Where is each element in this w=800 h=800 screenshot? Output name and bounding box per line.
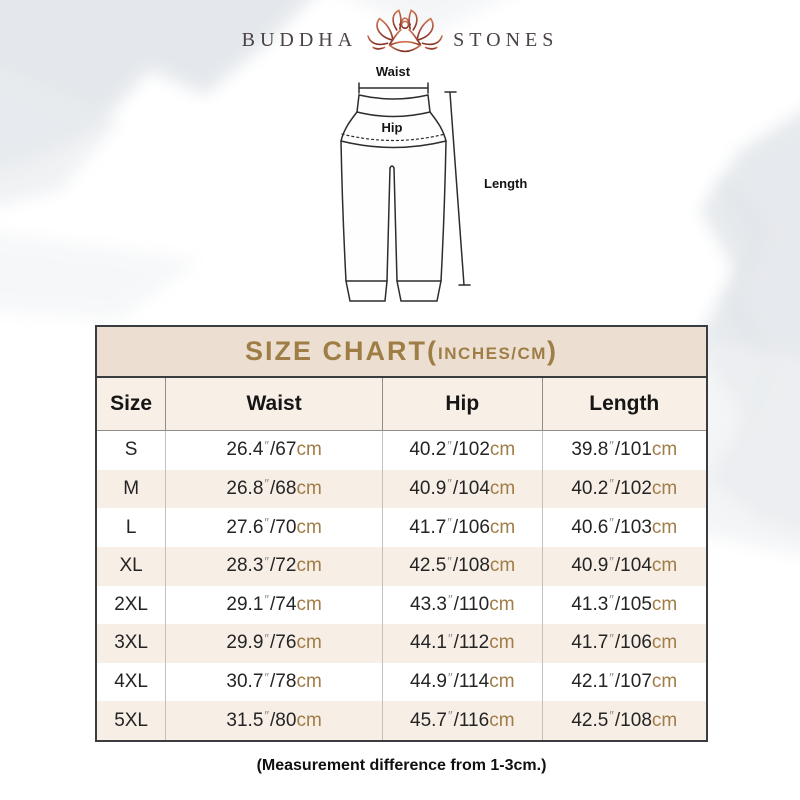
measurement-value: /106 [614, 632, 652, 654]
hip-cell [382, 624, 542, 663]
length-cell [542, 624, 706, 663]
cm-unit: cm [296, 555, 322, 577]
size-cell: M [123, 477, 140, 499]
measurement-value: 29.1 [226, 593, 264, 615]
inch-mark: ″ [264, 630, 270, 646]
inch-mark: ″ [264, 669, 270, 685]
hip-measure-label: Hip [381, 120, 403, 135]
measurement-value: /102 [614, 477, 652, 499]
measurement-value: 40.9 [409, 477, 447, 499]
inch-mark: ″ [609, 669, 614, 685]
cm-unit: cm [296, 632, 322, 654]
measurement-note: (Measurement difference from 1-3cm.) [256, 757, 547, 774]
measurement-value: /70 [270, 516, 297, 538]
length-cell [542, 586, 706, 625]
inch-mark: ″ [609, 708, 614, 724]
size-chart-title-close: ) [546, 336, 558, 366]
inch-mark: ″ [264, 437, 270, 453]
inch-mark: ″ [264, 476, 270, 492]
measurement-value: 43.3 [410, 593, 447, 615]
waist-measure-label: Waist [375, 64, 411, 79]
lotus-meditation-icon [366, 8, 444, 60]
measurement-value: /104 [614, 555, 652, 577]
waist-cell [165, 470, 382, 509]
hip-cell [382, 470, 542, 509]
measurement-value: /110 [453, 593, 490, 615]
measurement-value: 44.9 [410, 671, 447, 693]
hip-cell [382, 586, 542, 625]
hip-cell [382, 547, 542, 586]
measurement-value: 40.2 [409, 439, 447, 461]
cm-unit: cm [489, 477, 516, 499]
measurement-value: /107 [614, 671, 652, 693]
inch-mark: ″ [609, 515, 614, 531]
measurement-value: 40.9 [571, 555, 609, 577]
length-cell [542, 431, 706, 470]
inch-mark: ″ [609, 630, 614, 646]
cm-unit: cm [489, 555, 516, 577]
table-row [97, 663, 706, 702]
waist-cell [165, 547, 382, 586]
cm-unit: cm [651, 671, 678, 693]
size-cell: S [124, 439, 138, 461]
size-chart-title: SIZE CHART( [245, 336, 439, 366]
measurement-value: 28.3 [226, 555, 264, 577]
cm-unit: cm [651, 555, 678, 577]
measurement-value: /106 [452, 516, 490, 538]
cm-unit: cm [296, 709, 322, 731]
cm-unit: cm [489, 671, 515, 693]
inch-mark: ″ [264, 553, 270, 569]
waist-cell [165, 586, 382, 625]
measurement-value: 42.1 [571, 671, 609, 693]
cm-unit: cm [651, 709, 678, 731]
inch-mark: ″ [447, 553, 452, 569]
cm-unit: cm [489, 709, 515, 731]
length-cell [542, 470, 706, 509]
length-cell [542, 547, 706, 586]
pants-measurement-diagram [280, 63, 540, 321]
table-row [97, 701, 706, 740]
brand-word-right: STONES [453, 28, 559, 51]
column-header-waist: Waist [165, 378, 382, 430]
measurement-value: 40.6 [571, 516, 609, 538]
inch-mark: ″ [448, 592, 453, 608]
cm-unit: cm [296, 439, 322, 461]
table-row [97, 508, 706, 547]
inch-mark: ″ [448, 708, 453, 724]
size-cell: L [125, 516, 137, 538]
measurement-value: /68 [270, 477, 297, 499]
cm-unit: cm [296, 671, 322, 693]
inch-mark: ″ [264, 708, 270, 724]
measurement-value: 39.8 [571, 439, 609, 461]
measurement-value: 31.5 [226, 709, 264, 731]
inch-mark: ″ [264, 515, 270, 531]
waist-cell [165, 431, 382, 470]
cm-unit: cm [296, 593, 322, 615]
cm-unit: cm [651, 516, 678, 538]
measurement-value: /116 [453, 709, 490, 731]
measurement-value: /108 [614, 709, 652, 731]
measurement-value: /112 [453, 632, 490, 654]
pants-outline-drawing [280, 63, 540, 321]
cm-unit: cm [651, 477, 678, 499]
table-row [97, 547, 706, 586]
inch-mark: ″ [447, 437, 452, 453]
inch-mark: ″ [447, 476, 452, 492]
measurement-value: 27.6 [226, 516, 264, 538]
cm-unit: cm [651, 439, 678, 461]
cm-unit: cm [489, 632, 515, 654]
length-cell [542, 663, 706, 702]
size-chart [95, 325, 708, 742]
column-header-size: Size [110, 392, 153, 415]
table-row [97, 586, 706, 625]
measurement-value: /72 [270, 555, 297, 577]
measurement-value: /103 [614, 516, 652, 538]
waist-cell [165, 701, 382, 740]
size-chart-title-band [97, 327, 706, 378]
measurement-value: /105 [614, 593, 652, 615]
hip-cell [382, 508, 542, 547]
cm-unit: cm [296, 516, 322, 538]
table-row [97, 431, 706, 470]
size-cell: 3XL [114, 632, 148, 654]
measurement-value: 26.8 [226, 477, 264, 499]
inch-mark: ″ [609, 592, 614, 608]
measurement-value: /80 [270, 709, 297, 731]
length-cell [542, 508, 706, 547]
measurement-value: 26.4 [226, 439, 264, 461]
inch-mark: ″ [609, 476, 614, 492]
measurement-value: 30.7 [226, 671, 264, 693]
length-measure-label: Length [484, 176, 528, 191]
cm-unit: cm [296, 477, 322, 499]
measurement-value: /108 [452, 555, 490, 577]
inch-mark: ″ [447, 515, 452, 531]
measurement-value: 44.1 [410, 632, 447, 654]
inch-mark: ″ [264, 592, 270, 608]
brand-word-left: BUDDHA [241, 28, 358, 51]
length-cell [542, 701, 706, 740]
measurement-value: 41.3 [571, 593, 609, 615]
measurement-value: /78 [270, 671, 297, 693]
size-cell: 5XL [114, 709, 148, 731]
cm-unit: cm [489, 593, 515, 615]
hip-cell [382, 701, 542, 740]
cm-unit: cm [651, 593, 678, 615]
hip-cell [382, 431, 542, 470]
measurement-value: 41.7 [409, 516, 447, 538]
size-chart-title-units: INCHES/CM [438, 344, 547, 363]
measurement-value: /104 [452, 477, 490, 499]
table-row [97, 470, 706, 509]
measurement-value: /74 [270, 593, 297, 615]
column-header-hip: Hip [382, 378, 542, 430]
waist-cell [165, 508, 382, 547]
size-cell: XL [119, 555, 143, 577]
cm-unit: cm [489, 516, 516, 538]
measurement-value: 42.5 [571, 709, 609, 731]
cm-unit: cm [651, 632, 678, 654]
size-cell: 4XL [114, 671, 148, 693]
size-table-body [97, 431, 706, 740]
cm-unit: cm [489, 439, 516, 461]
measurement-value: 29.9 [226, 632, 264, 654]
measurement-value: 42.5 [409, 555, 447, 577]
measurement-value: /67 [270, 439, 297, 461]
table-row [97, 624, 706, 663]
hip-cell [382, 663, 542, 702]
measurement-value: 41.7 [571, 632, 609, 654]
measurement-value: /76 [270, 632, 297, 654]
inch-mark: ″ [609, 437, 614, 453]
measurement-value: /114 [453, 671, 490, 693]
waist-cell [165, 624, 382, 663]
brand-header [0, 8, 800, 60]
size-cell: 2XL [114, 593, 148, 615]
inch-mark: ″ [448, 630, 453, 646]
measurement-value: /101 [614, 439, 652, 461]
inch-mark: ″ [609, 553, 614, 569]
measurement-value: /102 [452, 439, 490, 461]
measurement-value: 45.7 [410, 709, 447, 731]
measurement-value: 40.2 [571, 477, 609, 499]
inch-mark: ″ [448, 669, 453, 685]
waist-cell [165, 663, 382, 702]
column-header-length: Length [542, 378, 706, 430]
column-header-row [97, 378, 706, 431]
